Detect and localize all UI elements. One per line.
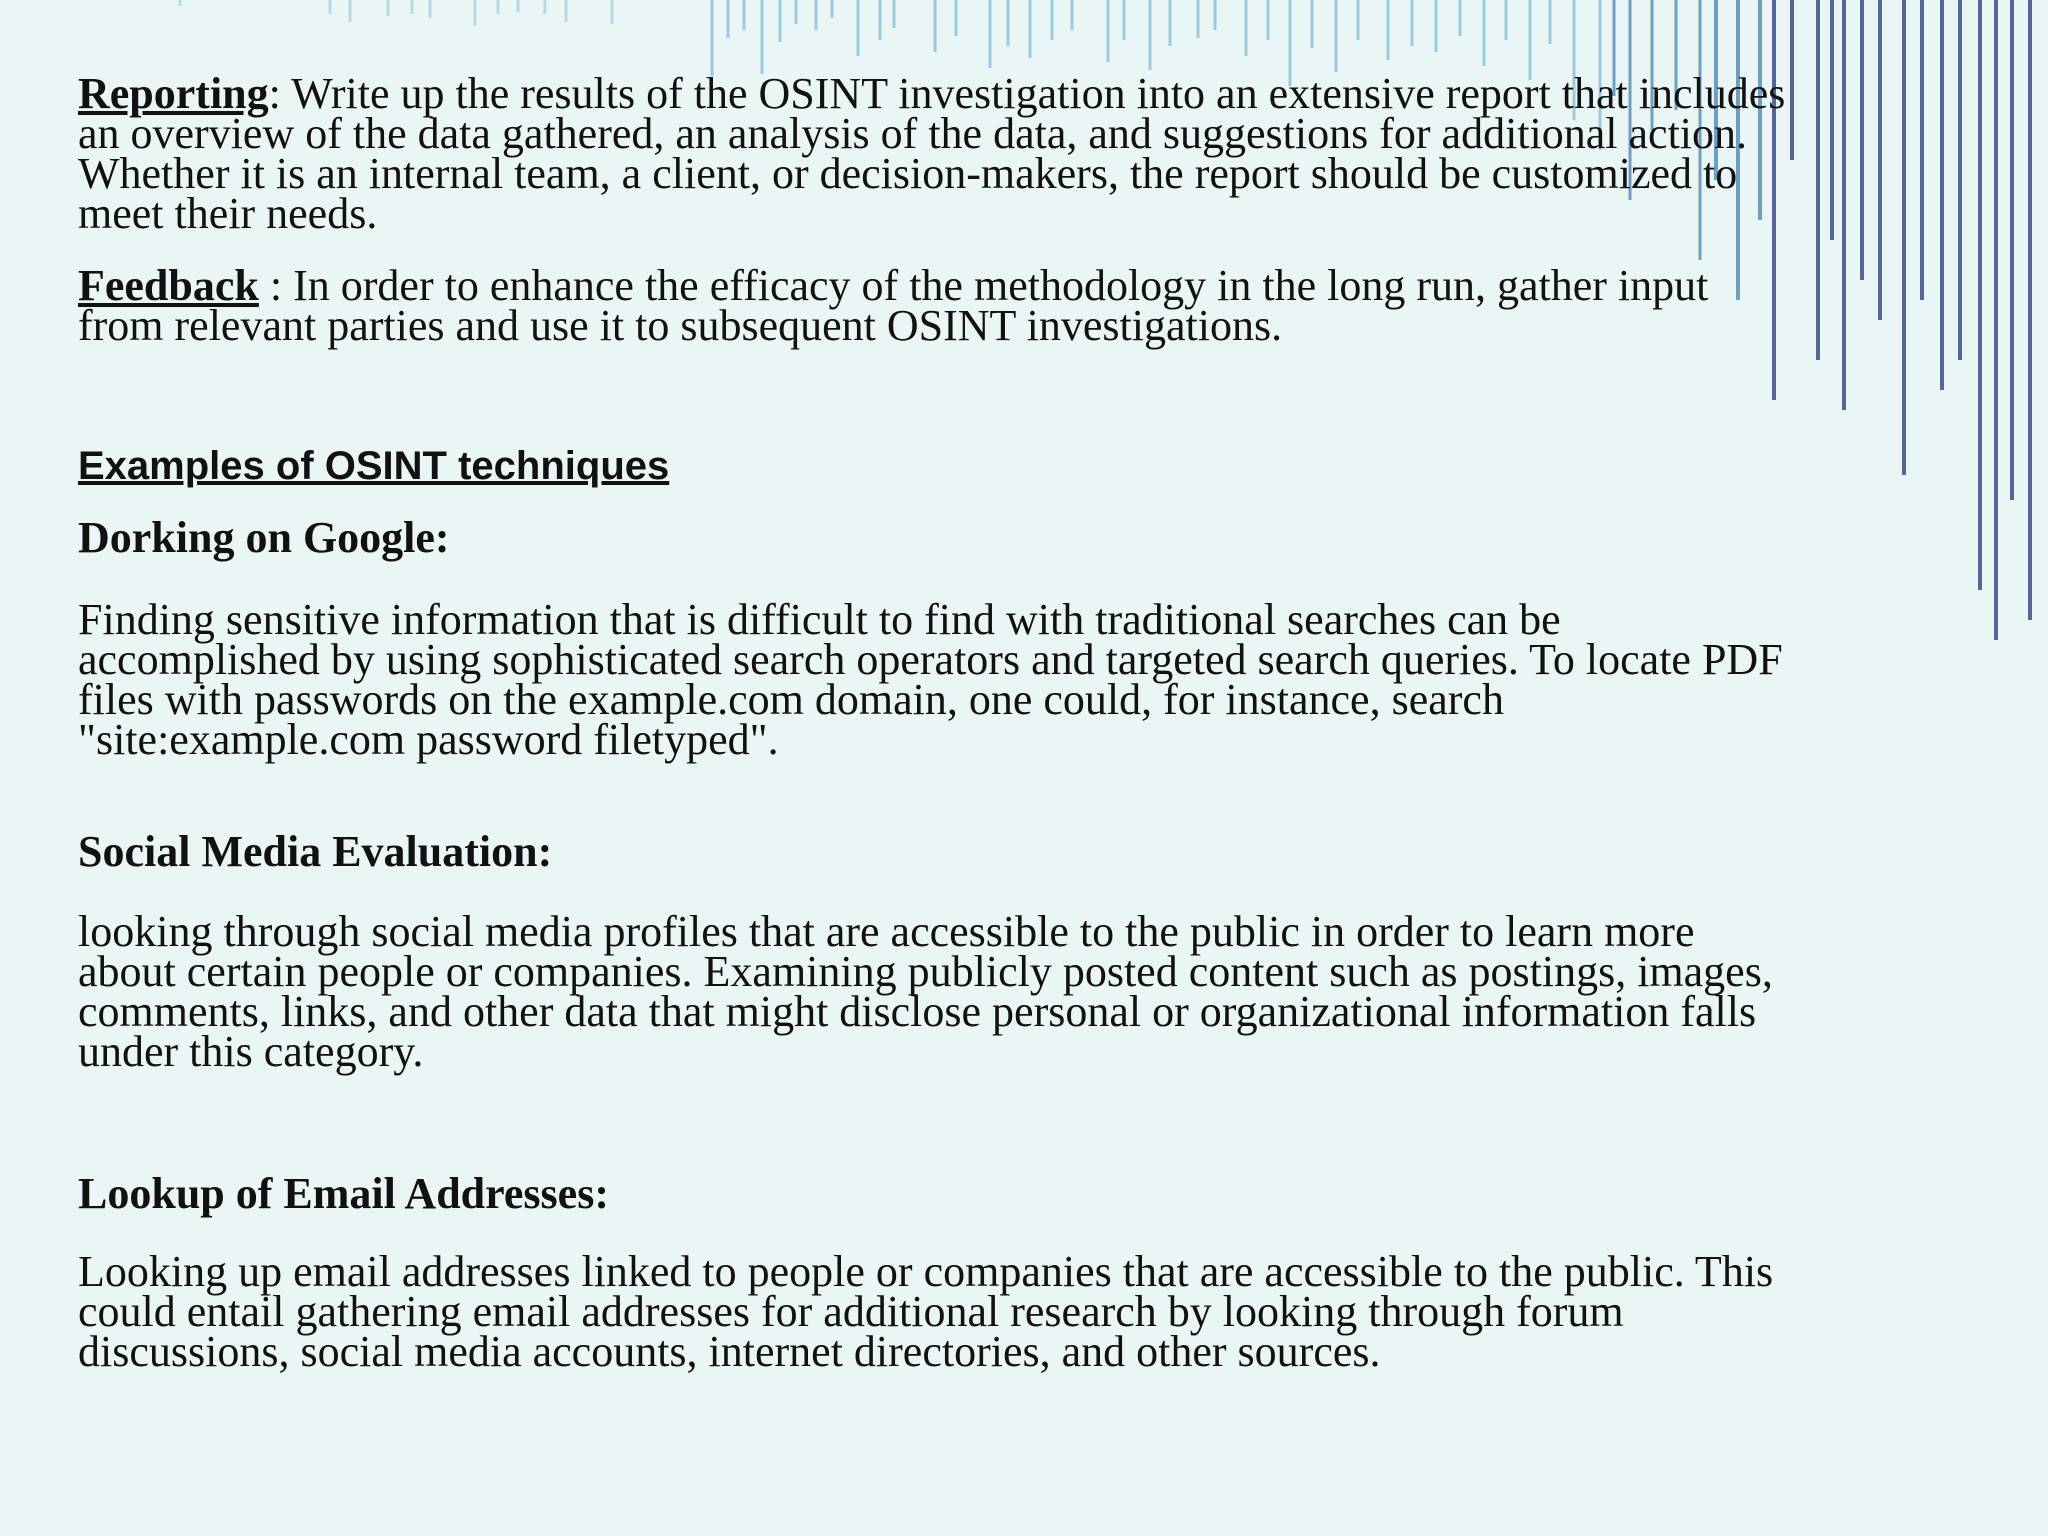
reporting-line: an overview of the data gathered, an analysis of the data, and suggestions for additional action. bbox=[78, 109, 1748, 158]
email-lookup-line: Looking up email addresses linked to people or companies that are accessible to the public. This bbox=[78, 1247, 1774, 1296]
social-media-line: under this category. bbox=[78, 1027, 424, 1076]
dorking-paragraph bbox=[78, 595, 1978, 764]
feedback-separator: : bbox=[258, 261, 294, 310]
feedback-paragraph bbox=[78, 261, 1978, 350]
reporting-separator: : bbox=[268, 69, 292, 118]
reporting-line: Write up the results of the OSINT investigation into an extensive report that includes bbox=[291, 69, 1786, 118]
reporting-paragraph bbox=[78, 69, 1978, 238]
email-lookup-line: could entail gathering email addresses for additional research by looking through forum bbox=[78, 1287, 1624, 1336]
feedback-line: from relevant parties and use it to subsequent OSINT investigations. bbox=[78, 301, 1283, 350]
email-lookup-line: discussions, social media accounts, internet directories, and other sources. bbox=[78, 1327, 1381, 1376]
dorking-line: accomplished by using sophisticated search operators and targeted search queries. To locate PDF bbox=[78, 635, 1783, 684]
reporting-line: Whether it is an internal team, a client, or decision-makers, the report should be customized to bbox=[78, 149, 1738, 198]
dorking-line: Finding sensitive information that is difficult to find with traditional searches can be bbox=[78, 595, 1561, 644]
social-media-line: about certain people or companies. Examining publicly posted content such as postings, images, bbox=[78, 947, 1773, 996]
feedback-paragraph-block bbox=[78, 261, 1978, 350]
dorking-line: files with passwords on the example.com domain, one could, for instance, search bbox=[78, 675, 1504, 724]
social-media-line: comments, links, and other data that might disclose personal or organizational information falls bbox=[78, 987, 1757, 1036]
social-media-line: looking through social media profiles that are accessible to the public in order to learn more bbox=[78, 907, 1695, 956]
feedback-term: Feedback bbox=[78, 261, 259, 310]
dorking-heading: Dorking on Google: bbox=[78, 513, 450, 562]
reporting-paragraph-block bbox=[78, 69, 1978, 238]
email-lookup-heading: Lookup of Email Addresses: bbox=[78, 1169, 609, 1218]
dorking-line: "site:example.com password filetyped". bbox=[78, 715, 779, 764]
reporting-line: meet their needs. bbox=[78, 189, 378, 238]
feedback-line: In order to enhance the efficacy of the methodology in the long run, gather input bbox=[293, 261, 1709, 310]
social-media-paragraph bbox=[78, 907, 1978, 1076]
examples-title: Examples of OSINT techniques bbox=[78, 444, 670, 488]
reporting-term: Reporting bbox=[78, 69, 269, 118]
social-media-heading: Social Media Evaluation: bbox=[78, 827, 553, 876]
email-lookup-paragraph bbox=[78, 1247, 1978, 1376]
